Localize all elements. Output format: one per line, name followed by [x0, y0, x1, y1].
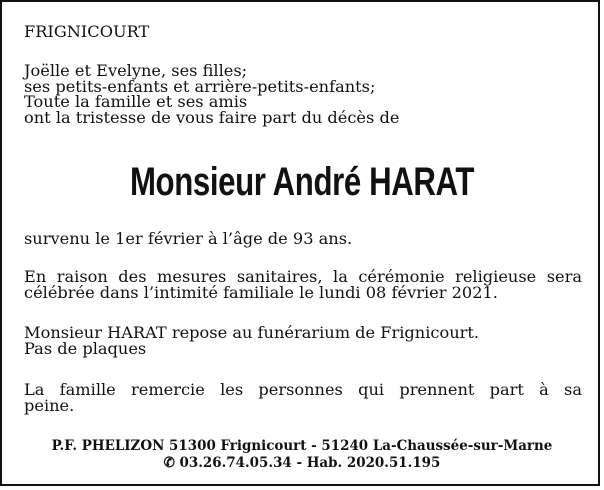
death-date-line: survenu le 1er février à l’âge de 93 ans.: [24, 229, 353, 248]
ceremony-line: célébrée dans l’intimité familiale le lundi 08 février 2021.: [24, 282, 498, 302]
family-line: Toute la famille et ses amis: [24, 92, 248, 112]
repose-line: Pas de plaques: [24, 338, 147, 358]
thanks-paragraph: [24, 382, 582, 413]
thanks-line: peine.: [24, 395, 75, 415]
deceased-name: Monsieur André HARAT: [129, 160, 475, 204]
family-announcement: [24, 63, 582, 125]
family-line: ont la tristesse de vous faire part du décès de: [24, 107, 400, 127]
ceremony-line: En raison des mesures sanitaires, la cérémonie religieuse sera: [24, 267, 582, 286]
funeral-home-footer: [2, 438, 602, 472]
thanks-line: La famille remercie les personnes qui prennent part à sa: [24, 380, 582, 399]
town-name: [24, 24, 582, 40]
repose-line: Monsieur HARAT repose au funérarium de Frignicourt.: [24, 323, 480, 342]
funeral-home-contact: ✆ 03.26.74.05.34 - Hab. 2020.51.195: [163, 455, 441, 471]
town-line: FRIGNICOURT: [24, 22, 150, 41]
repose-paragraph: [24, 325, 582, 356]
ceremony-paragraph: [24, 269, 582, 300]
death-date: [24, 231, 582, 247]
family-line: ses petits-enfants et arrière-petits-enfants;: [24, 76, 376, 96]
family-line: Joëlle et Evelyne, ses filles;: [24, 61, 248, 80]
funeral-home-address: P.F. PHELIZON 51300 Frignicourt - 51240 La-Chaussée-sur-Marne: [51, 438, 553, 454]
